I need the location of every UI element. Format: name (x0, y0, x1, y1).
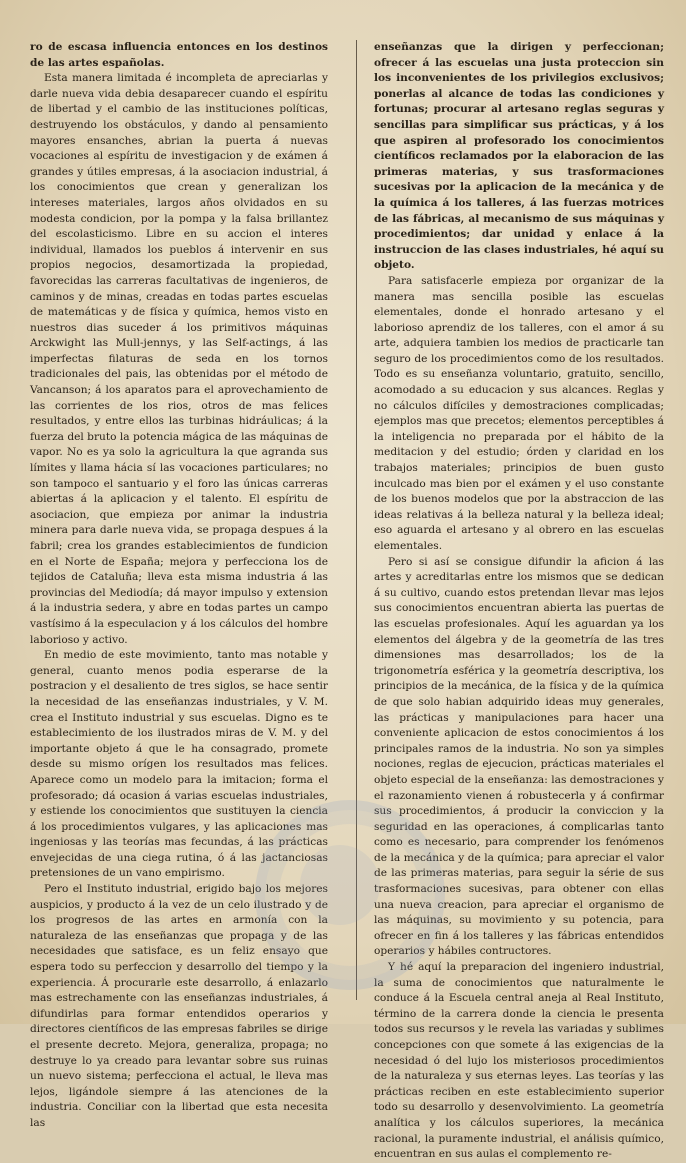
right-paragraph-1: Para satisfacerle empieza por organizar de la manera mas sencilla posible las escuelas elementales, donde el honrado artesano y el laborioso aprendiz de los talleres, con el amor á su arte, adquiera tambien los medios de practicarle tan seguro de los procedimientos como de los resultados. Todo es su enseñanza voluntario, gratuito, sencillo, acomodado a su educacion y sus alcances. Reglas y no cálculos difíciles y demostraciones complicadas; ejemplos mas que precetos; elementos perceptibles á la inteligencia no preparada por el hábito de la meditacion y del estudio; órden y claridad en los trabajos materiales; principios de buen gusto inculcado mas bien por el exámen y el uso constante de los buenos modelos que por la abstraccion de las ideas relativas á la belleza natural y la belleza ideal; eso aguarda el artesano y al obrero en las escuelas elementales. (374, 274, 664, 552)
left-column (30, 40, 328, 1129)
left-paragraph-3: Pero el Instituto industrial, erigido bajo los mejores auspicios, y producto á la vez de un celo ilustrado y de los progresos de las artes en armonía con la naturaleza de las enseñanzas que propaga y de las necesidades que satisface, es un feliz ensayo que espera todo su perfeccion y desarrollo del tiempo y la experiencia. Á procurarle este desarrollo, á enlazarlo mas estrechamente con las enseñanzas industriales, á difundirlas para formar entendidos operarios y directores científicos de las empresas fabriles se dirige el presente decreto. Mejora, generaliza, propaga; no destruye lo ya creado para levantar sobre sus ruinas un nuevo sistema; perfecciona el actual, le lleva mas lejos, ligándole siempre á las atenciones de la industria. Conciliar con la libertad que esta necesita las (30, 883, 328, 1129)
right-paragraph-3: Y hé aquí la preparacion del ingeniero industrial, la suma de conocimientos que naturalmente le conduce á la Escuela central aneja al Real Instituto, término de la carrera donde la ciencia le presenta todos sus recursos y le revela las variadas y sublimes concepciones con que somete á las exigencias de la necesidad ó del lujo los misteriosos procedimientos de la naturaleza y sus eternas leyes. Las teorías y las prácticas reciben en este establecimiento superior todo su desarrollo y desenvolvimiento. La geometría analítica y los cálculos superiores, la mecánica racional, la puramente industrial, el análisis químico, encuentran en sus aulas el complemento re- (374, 961, 664, 1161)
right-column (374, 40, 664, 1161)
left-paragraph-2: En medio de este movimiento, tanto mas notable y general, cuanto menos podia esperarse de la postracion y el desaliento de tres siglos, se hace sentir la necesidad de las enseñanzas industriales, y V. M. crea el Instituto industrial y sus escuelas. Digno es te establecimiento de los ilustrados miras de V. M. y del importante objeto á que le ha consagrado, promete desde su mismo orígen los resultados mas felices. Aparece como un modelo para la imitacion; forma el profesorado; dá ocasion á varias escuelas industriales, y estiende los conocimientos que sustituyen la ciencia á los procedimientos vulgares, y las aplicaciones mas ingeniosas y las teorías mas fecundas, á las prácticas envejecidas de una ciega rutina, ó á las jactanciosas pretensiones de un vano empirismo. (30, 649, 328, 880)
left-paragraph-1: Esta manera limitada é incompleta de apreciarlas y darle nueva vida debia desaparecer cuando el espíritu de libertad y el cambio de las instituciones políticas, destruyendo los obstáculos, y dando al pensamiento mayores ensanches, abrian la puerta á nuevas vocaciones al espíritu de investigacion y de exámen á grandes y útiles empresas, á la asociacion industrial, á los conocimientos que crean y generalizan los intereses materiales, largos años olvidados en su modesta condicion, por la pompa y la falsa brillantez del escolasticismo. Libre en su accion el interes individual, llamados los pueblos á intervenir en sus propios negocios, desamortizada la propiedad, favorecidas las carreras facultativas de ingenieros, de caminos y de minas, creadas en todas partes escuelas de matemáticas y de física y química, hemos visto en nuestros dias suceder á los primitivos máquinas Arckwight las Mull-jennys, y las Self-actings, á las imperfectas filaturas de seda en los tornos tradicionales del pais, las obtenidas por el método de Vancanson; á los aparatos para el aprovechamiento de las corrientes de los rios, otros de mas felices resultados, y entre ellos las turbinas hidráulicas; á la fuerza del bruto la potencia mágica de las máquinas de vapor. No es ya solo la agricultura la que agranda sus límites y llama hácia sí las vocaciones particulares; no son tampoco el santuario y el foro las únicas carreras abiertas á la aplicacion y el talento. El espíritu de asociacion, que empieza por animar la industria minera para darle nueva vida, se propaga despues á la fabril; crea los grandes establecimientos de fundicion en el Norte de España; mejora y perfecciona los de tejidos de Cataluña; lleva esta misma industria á las provincias del Mediodía; dá mayor impulso y extension á la industria sedera, y abre en todas partes un campo vastísimo á la especulacion y á los cálculos del hombre laborioso y activo. (30, 72, 328, 646)
right-paragraph-2: Pero si así se consigue difundir la aficion á las artes y acreditarlas entre los mismos que se dedican á su cultivo, cuando estos pretendan llevar mas lejos sus conocimientos encuentran abierta las puertas de las escuelas profesionales. Aquí les aguardan ya los elementos del álgebra y de la geometría de las tres dimensiones mas desarrollados; los de la trigonometría esférica y la geometría descriptiva, los principios de la mecánica, de la física y de la química de que solo habian adquirido ideas muy generales, las prácticas y manipulaciones para hacer una conveniente aplicacion de estos conocimientos á los principales ramos de la industria. No son ya simples nociones, reglas de ejecucion, prácticas materiales el objeto especial de la enseñanza: las demostraciones y el razonamiento vienen á robustecerla y á confirmar sus procedimientos, á producir la conviccion y la seguridad en las operaciones, á complicarlas tanto como es necesario, para comprender los fenómenos de la mecánica y de la química; para apreciar el valor de las primeras materias, para seguir la série de sus trasformaciones sucesivas, para obtener con ellas una nueva creacion, para apreciar el organismo de las máquinas, su movimiento y su potencia, para ofrecer en fin á los talleres y las fábricas entendidos operarios y hábiles contructores. (374, 555, 664, 958)
left-paragraph-0: ro de escasa influencia entonces en los destinos de las artes españolas. (30, 41, 328, 69)
right-paragraph-0: enseñanzas que la dirigen y perfeccionan; ofrecer á las escuelas una justa proteccion sin los inconvenientes de los privilegios exclusivos; ponerlas al alcance de todas las condiciones y fortunas; procurar al artesano reglas seguras y sencillas para simplificar sus prácticas, y á los que aspiren al profesorado los conocimientos científicos reclamados por la elaboracion de las primeras materias, y sus trasformaciones sucesivas por la aplicacion de la mecánica y de la química á los talleres, á las fuerzas motrices de las fábricas, al mecanismo de sus máquinas y procedimientos; dar unidad y enlace á la instruccion de las clases industriales, hé aquí su objeto. (374, 41, 664, 272)
column-divider (356, 40, 357, 1000)
